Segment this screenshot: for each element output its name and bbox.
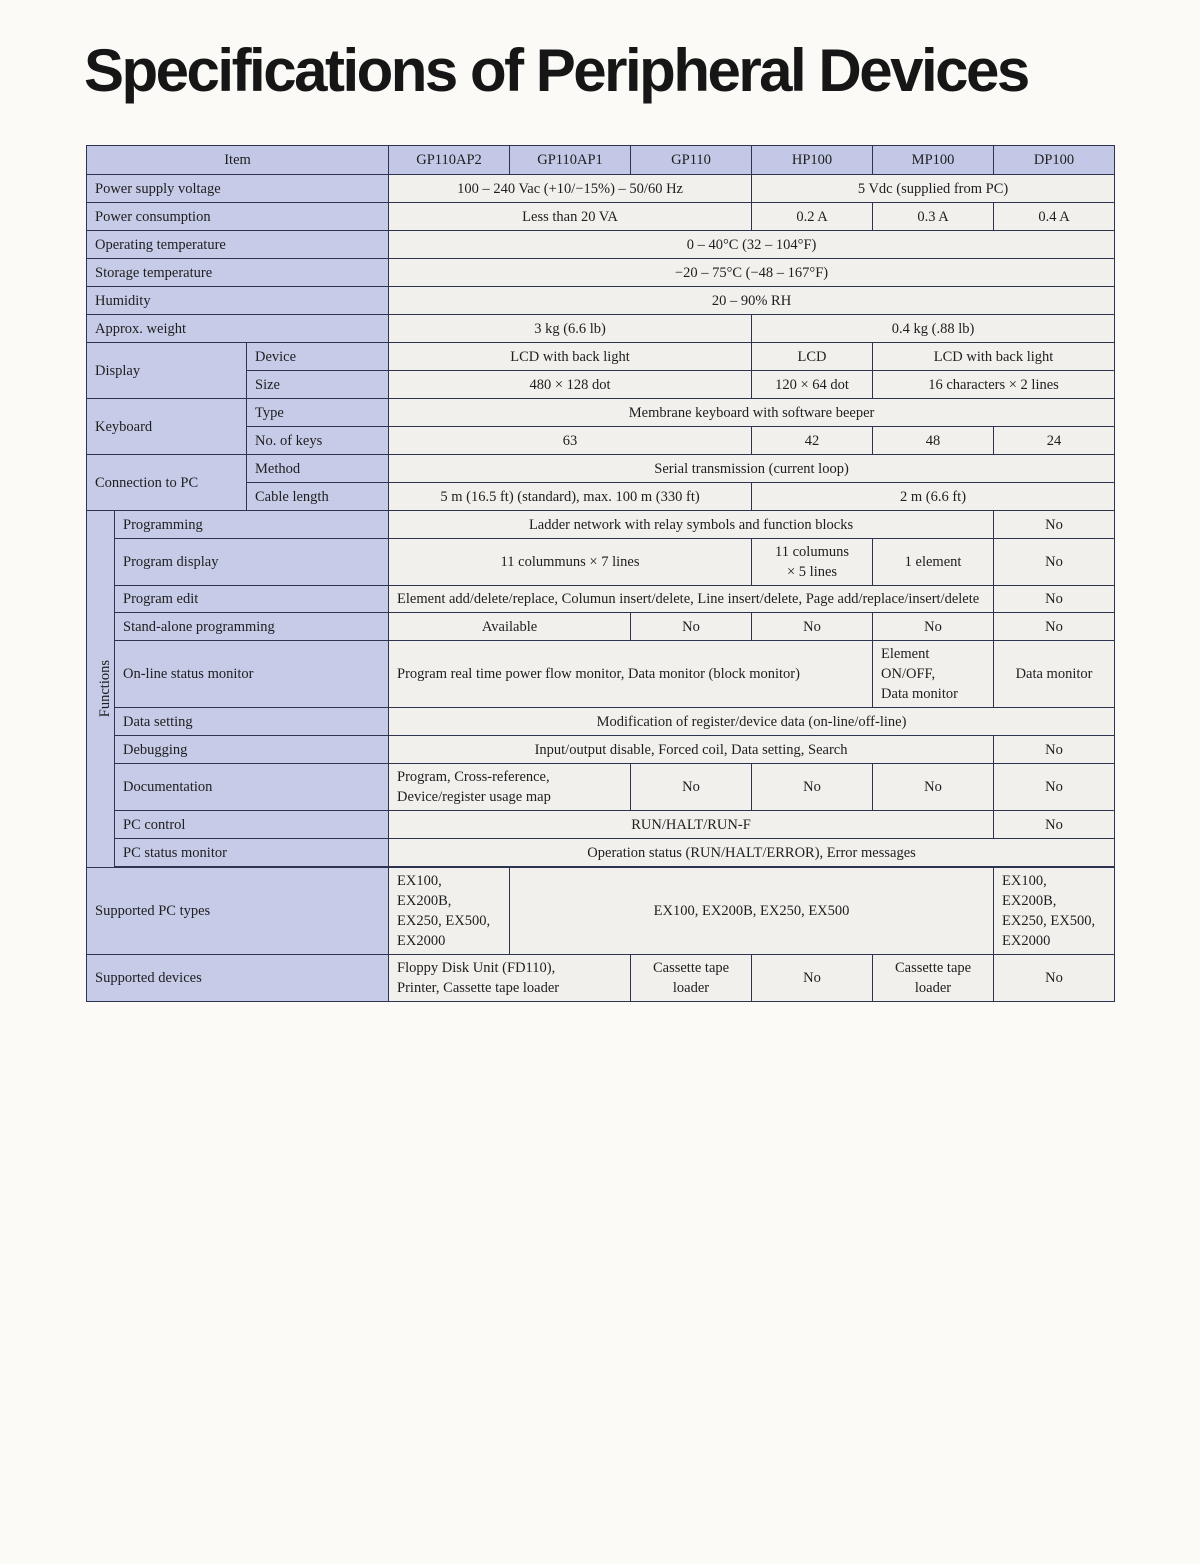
cell — [873, 955, 994, 1002]
row-label: Power consumption — [87, 203, 389, 231]
cell: 480 × 128 dot — [389, 371, 752, 399]
functions-label: Functions — [97, 660, 113, 718]
header-model: GP110 — [631, 146, 752, 175]
table-row — [87, 613, 1115, 641]
cell: Program real time power flow monitor, Data monitor (block monitor) — [389, 641, 873, 708]
cell: No — [994, 764, 1115, 811]
cell: Input/output disable, Forced coil, Data setting, Search — [389, 736, 994, 764]
table-row — [87, 511, 1115, 539]
cell: 0.4 A — [994, 203, 1115, 231]
cell-line: EX200B, — [397, 893, 452, 909]
cell: Available — [389, 613, 631, 641]
group-label-connection: Connection to PC — [87, 455, 247, 511]
cell: No — [994, 613, 1115, 641]
row-label: PC status monitor — [115, 839, 389, 867]
row-label: Humidity — [87, 287, 389, 315]
table-row — [87, 315, 1115, 343]
cell-line: × 5 lines — [786, 564, 838, 580]
cell: 63 — [389, 427, 752, 455]
row-label: Programming — [115, 511, 389, 539]
row-label: Method — [247, 455, 389, 483]
table-row — [87, 839, 1115, 867]
row-label: Type — [247, 399, 389, 427]
cell: No — [752, 764, 873, 811]
row-label: Storage temperature — [87, 259, 389, 287]
cell: No — [752, 955, 873, 1002]
cell: LCD — [752, 343, 873, 371]
cell: 0.4 kg (.88 lb) — [752, 315, 1115, 343]
row-label: Documentation — [115, 764, 389, 811]
cell-line: Element — [881, 646, 930, 662]
cell — [631, 955, 752, 1002]
table-row — [87, 868, 1115, 955]
cell: 0 – 40°C (32 – 104°F) — [389, 231, 1115, 259]
cell: EX100, EX200B, EX250, EX500 — [510, 868, 994, 955]
cell: 2 m (6.6 ft) — [752, 483, 1115, 511]
cell: 5 Vdc (supplied from PC) — [752, 175, 1115, 203]
cell: 42 — [752, 427, 873, 455]
cell-line: Cassette tape — [894, 960, 972, 976]
table-row — [87, 287, 1115, 315]
functions-group-label — [87, 511, 115, 868]
cell — [389, 868, 510, 955]
cell: No — [994, 511, 1115, 539]
header-row — [87, 146, 1115, 175]
table-row — [87, 259, 1115, 287]
table-row — [87, 539, 1115, 586]
table-row — [87, 955, 1115, 1002]
cell: No — [752, 613, 873, 641]
cell-line: loader — [914, 980, 952, 996]
cell-line: Data monitor — [881, 686, 958, 702]
cell: No — [994, 811, 1115, 839]
cell — [994, 868, 1115, 955]
cell: LCD with back light — [389, 343, 752, 371]
cell: 16 characters × 2 lines — [873, 371, 1115, 399]
cell: Modification of register/device data (on-line/off-line) — [389, 708, 1115, 736]
cell: 0.3 A — [873, 203, 994, 231]
row-label: Supported devices — [87, 955, 389, 1002]
cell: No — [994, 586, 1115, 613]
cell: Program, Cross-reference, Device/register usage map — [389, 764, 631, 811]
row-label: Size — [247, 371, 389, 399]
row-label: Data setting — [115, 708, 389, 736]
cell-line: EX250, EX500, — [397, 913, 491, 929]
cell: 0.2 A — [752, 203, 873, 231]
table-row — [87, 764, 1115, 811]
table-row — [87, 399, 1115, 427]
header-item: Item — [87, 146, 389, 175]
cell: 100 – 240 Vac (+10/−15%) – 50/60 Hz — [389, 175, 752, 203]
cell: Less than 20 VA — [389, 203, 752, 231]
table-row — [87, 231, 1115, 259]
table-row — [87, 586, 1115, 613]
cell: No — [873, 613, 994, 641]
cell: 48 — [873, 427, 994, 455]
row-label: Operating temperature — [87, 231, 389, 259]
cell: 11 colummuns × 7 lines — [389, 539, 752, 586]
table-row — [87, 203, 1115, 231]
cell: −20 – 75°C (−48 – 167°F) — [389, 259, 1115, 287]
cell: 3 kg (6.6 lb) — [389, 315, 752, 343]
table-row — [87, 641, 1115, 708]
table-row — [87, 811, 1115, 839]
cell-line: Floppy Disk Unit (FD110), — [397, 960, 556, 976]
row-label: Supported PC types — [87, 868, 389, 955]
cell: No — [994, 539, 1115, 586]
cell-line: Cassette tape — [652, 960, 730, 976]
cell: 120 × 64 dot — [752, 371, 873, 399]
cell: No — [631, 764, 752, 811]
table-row — [87, 175, 1115, 203]
group-label-display: Display — [87, 343, 247, 399]
row-label: On-line status monitor — [115, 641, 389, 708]
table-row — [87, 343, 1115, 371]
cell-line: 11 columuns — [775, 544, 850, 560]
cell-line: loader — [672, 980, 710, 996]
cell: LCD with back light — [873, 343, 1115, 371]
header-model: HP100 — [752, 146, 873, 175]
cell: Element add/delete/replace, Columun insert/delete, Line insert/delete, Page add/replace/insert/delete — [389, 586, 994, 613]
table-row — [87, 455, 1115, 483]
header-model: GP110AP2 — [389, 146, 510, 175]
cell — [389, 955, 631, 1002]
cell: No — [994, 955, 1115, 1002]
row-label: Program display — [115, 539, 389, 586]
cell-line: EX2000 — [397, 933, 446, 949]
cell: Membrane keyboard with software beeper — [389, 399, 1115, 427]
specifications-table — [86, 145, 1115, 1002]
table-row — [87, 736, 1115, 764]
group-label-keyboard: Keyboard — [87, 399, 247, 455]
row-label: No. of keys — [247, 427, 389, 455]
cell: Operation status (RUN/HALT/ERROR), Error messages — [389, 839, 1115, 867]
cell: Serial transmission (current loop) — [389, 455, 1115, 483]
cell: RUN/HALT/RUN-F — [389, 811, 994, 839]
cell: No — [631, 613, 752, 641]
cell-line: EX100, — [1002, 873, 1047, 889]
row-label: Stand-alone programming — [115, 613, 389, 641]
cell — [752, 539, 873, 586]
cell: 20 – 90% RH — [389, 287, 1115, 315]
cell: 24 — [994, 427, 1115, 455]
cell: Data monitor — [994, 641, 1115, 708]
row-label: Debugging — [115, 736, 389, 764]
page-title: Specifications of Peripheral Devices — [84, 37, 1028, 104]
cell-line: EX2000 — [1002, 933, 1051, 949]
cell: 5 m (16.5 ft) (standard), max. 100 m (330 ft) — [389, 483, 752, 511]
row-label: Program edit — [115, 586, 389, 613]
row-label: PC control — [115, 811, 389, 839]
row-label: Power supply voltage — [87, 175, 389, 203]
cell-line: Printer, Cassette tape loader — [397, 980, 560, 996]
row-label: Cable length — [247, 483, 389, 511]
cell-line: ON/OFF, — [881, 666, 936, 682]
cell-line: EX250, EX500, — [1002, 913, 1096, 929]
table-row — [87, 708, 1115, 736]
header-model: GP110AP1 — [510, 146, 631, 175]
header-model: MP100 — [873, 146, 994, 175]
row-label: Device — [247, 343, 389, 371]
cell — [873, 641, 994, 708]
header-model: DP100 — [994, 146, 1115, 175]
cell-line: EX100, — [397, 873, 442, 889]
cell: No — [873, 764, 994, 811]
cell: No — [994, 736, 1115, 764]
cell: Ladder network with relay symbols and function blocks — [389, 511, 994, 539]
cell: 1 element — [873, 539, 994, 586]
cell-line: EX200B, — [1002, 893, 1057, 909]
row-label: Approx. weight — [87, 315, 389, 343]
